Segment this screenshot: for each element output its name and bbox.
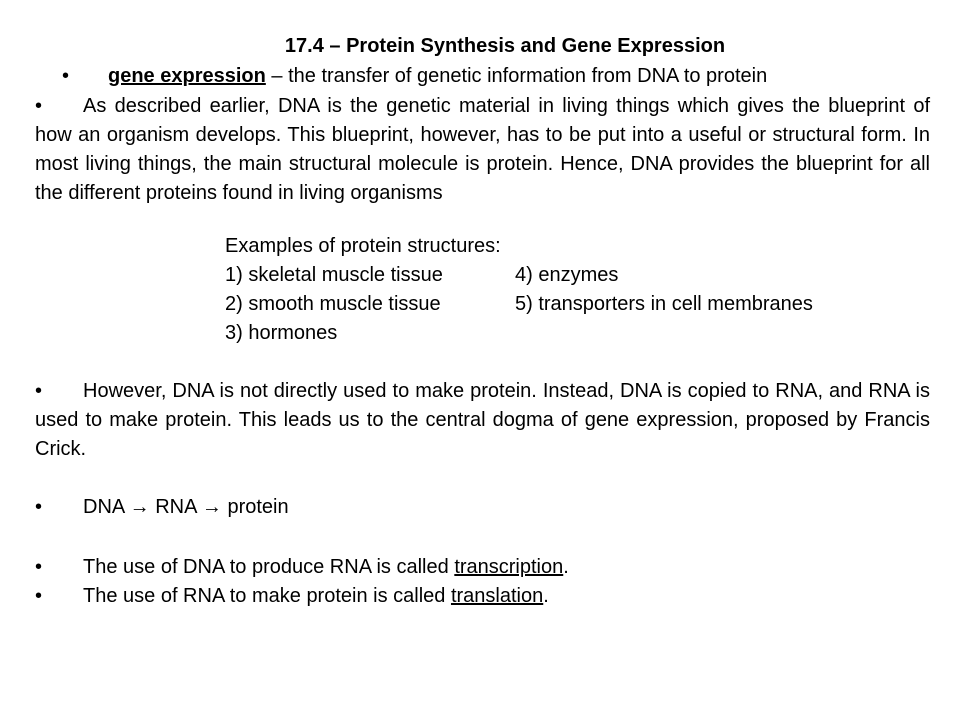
paragraph-dna-blueprint (35, 92, 930, 208)
examples-list (225, 232, 905, 348)
bullet: • (35, 95, 43, 117)
bullet: • (35, 556, 43, 578)
transcription-prefix: The use of DNA to produce RNA is called (83, 556, 455, 578)
example-right: 5) transporters in cell membranes (515, 293, 813, 315)
translation-line (35, 582, 930, 611)
bullet: • (35, 496, 43, 518)
examples-heading: Examples of protein structures: (225, 235, 501, 257)
example-left: 2) smooth muscle tissue (225, 293, 441, 315)
definition-line (62, 62, 767, 91)
paragraph-text: As described earlier, DNA is the genetic material in living things which gives the blueprint of how an organism develops. This blueprint, however, has to be put into a useful or structural form. In most living things, the main structural molecule is protein. Hence, DNA provides the blueprint for all the different proteins found in living organisms (35, 95, 930, 204)
translation-term: translation (450, 585, 544, 607)
list-item (225, 319, 905, 348)
list-item (225, 261, 905, 290)
transcription-suffix: . (563, 556, 569, 578)
example-left: 3) hormones (225, 322, 338, 344)
example-left: 1) skeletal muscle tissue (225, 264, 443, 286)
transcription-line (35, 553, 930, 582)
dogma-line (35, 493, 930, 522)
definition-text: – the transfer of genetic information from DNA to protein (265, 65, 768, 87)
translation-suffix: . (543, 585, 549, 607)
dogma-text: DNA → RNA → protein (83, 496, 289, 518)
paragraph-text: However, DNA is not directly used to make protein. Instead, DNA is copied to RNA, and RNA is used to make protein. This leads us to the central dogma of gene expression, proposed by Francis Crick. (35, 380, 930, 460)
page-title: 17.4 – Protein Synthesis and Gene Expression (284, 35, 726, 57)
example-right: 4) enzymes (515, 264, 619, 286)
bullet: • (62, 65, 70, 87)
bullet: • (35, 585, 43, 607)
bullet: • (35, 380, 43, 402)
definition-term: gene expression (108, 65, 266, 87)
transcription-term: transcription (454, 556, 564, 578)
list-item (225, 290, 905, 319)
translation-prefix: The use of RNA to make protein is called (83, 585, 451, 607)
paragraph-central-dogma (35, 377, 930, 464)
